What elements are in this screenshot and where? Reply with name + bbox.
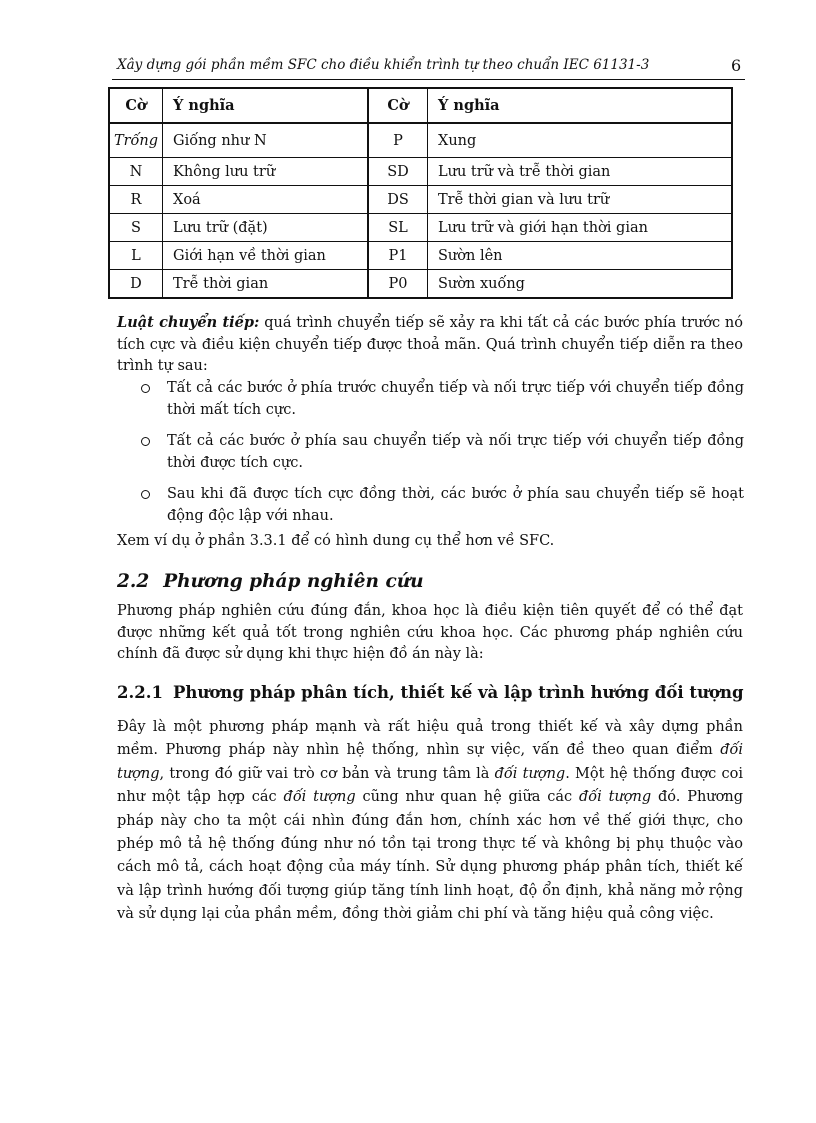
table-cell-flag: P	[368, 123, 428, 158]
table-cell-flag: N	[109, 158, 163, 186]
table-row	[109, 186, 732, 214]
body-text: cũng như quan hệ giữa các	[355, 789, 579, 806]
table-cell-meaning: Trễ thời gian và lưu trữ	[428, 186, 733, 214]
table-cell-flag: P1	[368, 242, 428, 270]
table-row	[109, 123, 732, 158]
table-row	[109, 270, 732, 299]
list-item-text: Tất cả các bước ở phía trước chuyển tiếp và nối trực tiếp với chuyển tiếp đồng thời mất tích cực.	[167, 380, 744, 418]
table-cell-meaning: Không lưu trữ	[163, 158, 369, 186]
transition-rule-paragraph	[117, 312, 743, 378]
table-cell-meaning: Sườn lên	[428, 242, 733, 270]
table-cell-flag: P0	[368, 270, 428, 299]
body-text: , trong đó giữ vai trò cơ bản và trung tâm là	[159, 765, 495, 782]
table-cell-meaning: Giống như N	[163, 123, 369, 158]
list-item	[141, 378, 744, 421]
table-row	[109, 158, 732, 186]
table-cell-flag: SD	[368, 158, 428, 186]
table-row	[109, 214, 732, 242]
table-cell-meaning: Trễ thời gian	[163, 270, 369, 299]
section-number: 2.2	[117, 571, 150, 592]
list-item	[141, 431, 744, 474]
body-text: . Một hệ thống được coi như một tập hợp các	[117, 765, 743, 806]
body-text: đó. Phương pháp này cho ta một cái nhìn đúng đắn hơn, chính xác hơn về thế giới thực, cho phép mô tả hệ thống đúng như nó tồn tại trong thực tế và không bị phụ thuộc vào cách mô tả, cách hoạt động của máy tính. Sử dụng phương pháp phân tích, thiết kế và lập trình hướng đối tượng giúp tăng tính linh hoạt, độ ổn định, khả năng mở rộng và sử dụng lại của phần mềm, đồng thời giảm chi phí và tăng hiệu quả công việc.	[117, 789, 743, 923]
table-cell-flag: S	[109, 214, 163, 242]
oop-method-paragraph	[117, 716, 743, 927]
research-methods-paragraph: Phương pháp nghiên cứu đúng đắn, khoa học là điều kiện tiên quyết để có thể đạt được những kết quả tốt trong nghiên cứu khoa học. Các phương pháp nghiên cứu chính đã được sử dụng khi thực hiện đồ án này là:	[117, 603, 743, 662]
body-text: Đây là một phương pháp mạnh và rất hiệu quả trong thiết kế và xây dựng phần mềm. Phương pháp này nhìn hệ thống, nhìn sự việc, vấn đề theo quan điểm	[117, 719, 743, 759]
table-cell-flag: R	[109, 186, 163, 214]
circle-bullet-icon	[141, 437, 150, 446]
page-number: 6	[731, 56, 742, 75]
section-title: Phương pháp phân tích, thiết kế và lập trình hướng đối tượng	[172, 683, 744, 702]
table-cell-flag: Trống	[109, 123, 163, 158]
table-header-row	[109, 88, 732, 123]
list-item-text: Tất cả các bước ở phía sau chuyển tiếp và nối trực tiếp với chuyển tiếp đồng thời được tích cực.	[167, 433, 744, 471]
table-cell-meaning: Xoá	[163, 186, 369, 214]
table-cell-flag: L	[109, 242, 163, 270]
emphasis-term: đối tượng	[283, 789, 356, 806]
table-cell-meaning: Lưu trữ (đặt)	[163, 214, 369, 242]
emphasis-term: đối tượng	[494, 765, 566, 782]
table-cell-flag: DS	[368, 186, 428, 214]
table-cell-flag: D	[109, 270, 163, 299]
emphasis-term: đối tượng	[579, 789, 652, 806]
section-title: Phương pháp nghiên cứu	[163, 571, 424, 592]
table-cell-meaning: Lưu trữ và trễ thời gian	[428, 158, 733, 186]
list-item	[141, 484, 744, 527]
circle-bullet-icon	[141, 490, 150, 499]
section-heading-2-2	[117, 571, 424, 592]
section-number: 2.2.1	[117, 683, 163, 702]
table-cell-meaning: Xung	[428, 123, 733, 158]
emphasis-term: đối tượng	[117, 742, 743, 782]
table-header-flag: Cờ	[368, 88, 428, 123]
table-cell-meaning: Lưu trữ và giới hạn thời gian	[428, 214, 733, 242]
table-cell-meaning: Sườn xuống	[428, 270, 733, 299]
list-item-text: Sau khi đã được tích cực đồng thời, các bước ở phía sau chuyển tiếp sẽ hoạt động độc lập với nhau.	[167, 486, 744, 524]
transition-steps-list	[141, 378, 744, 537]
table-header-flag: Cờ	[109, 88, 163, 123]
table-row	[109, 242, 732, 270]
table-cell-meaning: Giới hạn về thời gian	[163, 242, 369, 270]
section-heading-2-2-1	[117, 683, 744, 702]
action-qualifier-table	[108, 87, 733, 299]
header-rule	[112, 79, 745, 80]
table-header-meaning: Ý nghĩa	[163, 88, 369, 123]
see-also-paragraph: Xem ví dụ ở phần 3.3.1 để có hình dung cụ thể hơn về SFC.	[117, 533, 555, 549]
table-header-meaning: Ý nghĩa	[428, 88, 733, 123]
running-header-title: Xây dựng gói phần mềm SFC cho điều khiển trình tự theo chuẩn IEC 61131-3	[117, 57, 650, 73]
circle-bullet-icon	[141, 384, 150, 393]
table-cell-flag: SL	[368, 214, 428, 242]
transition-rule-lead: Luật chuyển tiếp:	[117, 314, 260, 331]
transition-rule-text: quá trình chuyển tiếp sẽ xảy ra khi tất cả các bước phía trước nó tích cực và điều kiện chuyển tiếp được thoả mãn. Quá trình chuyển tiếp diễn ra theo trình tự sau:	[117, 315, 743, 374]
